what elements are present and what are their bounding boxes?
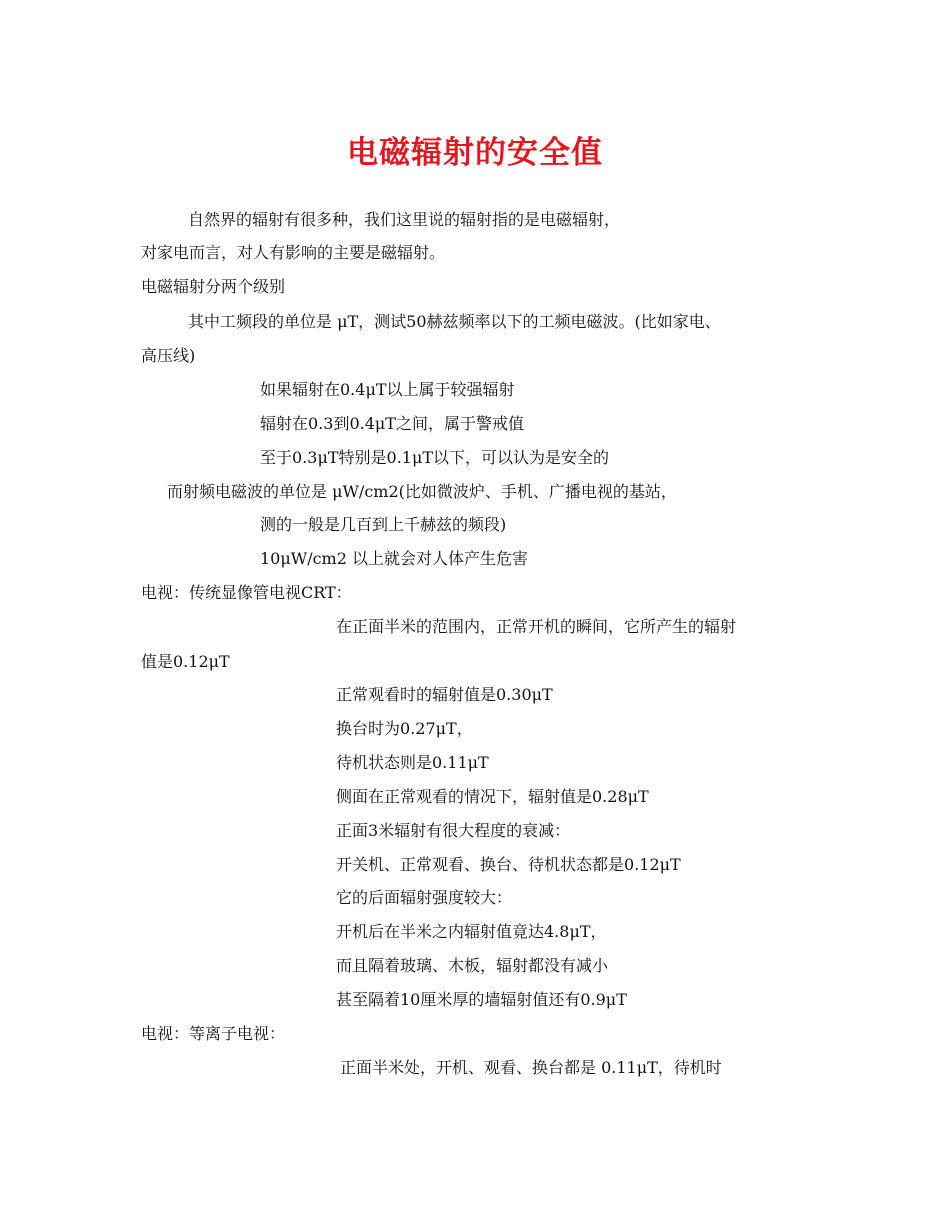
paragraph-line: 它的后面辐射强度较大： — [336, 888, 513, 907]
paragraph-line: 辐射在0.3到0.4μT之间，属于警戒值 — [260, 414, 524, 433]
paragraph-line: 开机后在半米之内辐射值竟达4.8μT， — [336, 922, 607, 941]
paragraph-line: 待机状态则是0.11μT — [336, 753, 489, 772]
section-heading: 电磁辐射分两个级别 — [141, 277, 286, 296]
paragraph-line: 如果辐射在0.4μT以上属于较强辐射 — [260, 380, 515, 399]
paragraph-line: 正常观看时的辐射值是0.30μT — [336, 685, 553, 704]
paragraph-line: 在正面半米的范围内，正常开机的瞬间，它所产生的辐射 — [336, 617, 737, 636]
paragraph-line: 自然界的辐射有很多种，我们这里说的辐射指的是电磁辐射， — [188, 210, 621, 229]
paragraph-line: 侧面在正常观看的情况下，辐射值是0.28μT — [336, 787, 649, 806]
paragraph-line: 至于0.3μT特别是0.1μT以下，可以认为是安全的 — [260, 448, 610, 467]
section-heading: 电视：等离子电视： — [141, 1024, 286, 1043]
paragraph-line: 高压线) — [141, 346, 196, 365]
paragraph-line: 甚至隔着10厘米厚的墙辐射值还有0.9μT — [336, 990, 627, 1009]
paragraph-line: 而射频电磁波的单位是 μW/cm2(比如微波炉、手机、广播电视的基站， — [167, 482, 677, 501]
paragraph-line: 测的一般是几百到上千赫兹的频段) — [260, 515, 507, 534]
paragraph-line: 其中工频段的单位是 μT，测试50赫兹频率以下的工频电磁波。(比如家电、 — [188, 312, 721, 331]
document-title: 电磁辐射的安全值 — [347, 135, 603, 171]
paragraph-line: 而且隔着玻璃、木板，辐射都没有减小 — [336, 956, 609, 975]
paragraph-line: 正面3米辐射有很大程度的衰减： — [336, 821, 571, 840]
paragraph-line: 换台时为0.27μT， — [336, 719, 473, 738]
paragraph-line: 正面半米处，开机、观看、换台都是 0.11μT，待机时 — [340, 1058, 722, 1077]
paragraph-line: 开关机、正常观看、换台、待机状态都是0.12μT — [336, 855, 681, 874]
paragraph-line: 10μW/cm2 以上就会对人体产生危害 — [260, 549, 528, 568]
paragraph-line: 值是0.12μT — [141, 652, 230, 671]
section-heading: 电视：传统显像管电视CRT： — [141, 583, 352, 602]
paragraph-line: 对家电而言，对人有影响的主要是磁辐射。 — [141, 243, 446, 262]
